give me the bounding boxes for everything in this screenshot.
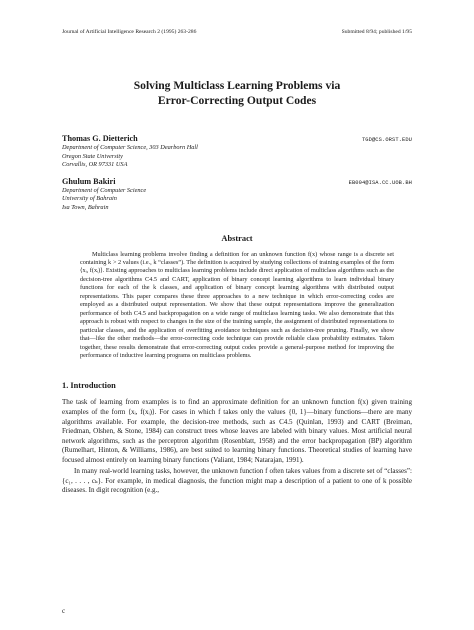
author-name: Thomas G. Dietterich bbox=[62, 134, 138, 143]
title-line-1: Solving Multiclass Learning Problems via bbox=[133, 79, 341, 92]
abstract-text: Multiclass learning problems involve finding a definition for an unknown function f(x) whose range is a discrete set containing k > 2 values (i.e., k “classes”). The definition is acquired by studying collections of training examples of the form ⟨xᵢ, f(xᵢ)⟩. Existing approaches to multiclass learning problems include direct application of multiclass algorithms such as the decision-tree algorithms C4.5 and CART, application of binary concept learning algorithms to learn individual binary functions for each of the k classes, and application of binary concept learning algorithms with distributed output representations. This paper compares these three approaches to a new technique in which error-correcting codes are employed as a distributed output representation. We show that these output representations improve the generalization performance of both C4.5 and backpropagation on a wide range of multiclass learning tasks. We also demonstrate that this approach is robust with respect to changes in the size of the training sample, the assignment of distributed representations to particular classes, and the application of overfitting avoidance techniques such as decision-tree pruning. Finally, we show that—like the other methods—the error-correcting code technique can provide reliable class probability estimates. Taken together, these results demonstrate that error-correcting output codes provide a general-purpose method for improving the performance of inductive learning programs on multiclass problems. bbox=[80, 250, 394, 359]
paper-page bbox=[62, 28, 412, 496]
title-line-2: Error-Correcting Output Codes bbox=[157, 94, 317, 107]
copyright-mark: c bbox=[62, 607, 66, 615]
affiliation-line: Department of Computer Science bbox=[62, 186, 147, 194]
abstract-heading: Abstract bbox=[221, 233, 253, 243]
submission-dates: Submitted 8/94; published 1/95 bbox=[341, 29, 412, 35]
body-paragraph: In many real-world learning tasks, however, the unknown function f often takes values from a discrete set of “classes”: {c₁, . . . , cₖ}. For example, in medical diagnosis, the function might map a description of a patient to one of k possible diseases. In digit recognition (e.g., bbox=[62, 467, 412, 495]
affiliation-line: Oregon State University bbox=[62, 152, 123, 160]
author-email: EB004@ISA.CC.UOB.BH bbox=[348, 179, 412, 186]
introduction-body bbox=[62, 398, 412, 495]
running-header bbox=[62, 28, 412, 36]
author-block bbox=[62, 134, 412, 170]
author-email: TGD@CS.ORST.EDU bbox=[361, 137, 412, 143]
affiliation-line: Department of Computer Science, 303 Dearborn Hall bbox=[62, 144, 198, 151]
author-list bbox=[62, 134, 412, 213]
paper-title bbox=[62, 78, 412, 108]
affiliation-line: Corvallis, OR 97331 USA bbox=[62, 161, 128, 169]
author-name: Ghulum Bakiri bbox=[62, 176, 116, 186]
affiliation-line: University of Bahrain bbox=[62, 195, 117, 203]
author-block bbox=[62, 177, 412, 213]
body-paragraph: The task of learning from examples is to find an approximate definition for an unknown function f(x) given training examples of the form ⟨xᵢ, f(xᵢ)⟩. For cases in which f takes only the values {0, 1}—binary functions—there are many algorithms available. For example, the decision-tree methods, such as C4.5 (Quinlan, 1993) and CART (Breiman, Friedman, Olshen, & Stone, 1984) can construct trees whose leaves are labeled with binary values. Most artificial neural network algorithms, such as the perceptron algorithm (Rosenblatt, 1958) and the error backpropagation (BP) algorithm (Rumelhart, Hinton, & Williams, 1986), are best suited to learning binary functions. Theoretical studies of learning have focused almost entirely on learning binary functions (Valiant, 1984; Natarajan, 1991). bbox=[62, 398, 412, 464]
affiliation-line: Isa Town, Bahrain bbox=[62, 203, 109, 211]
journal-citation: Journal of Artificial Intelligence Research 2 (1995) 263-286 bbox=[62, 29, 197, 35]
section-heading-introduction: 1. Introduction bbox=[62, 381, 116, 391]
